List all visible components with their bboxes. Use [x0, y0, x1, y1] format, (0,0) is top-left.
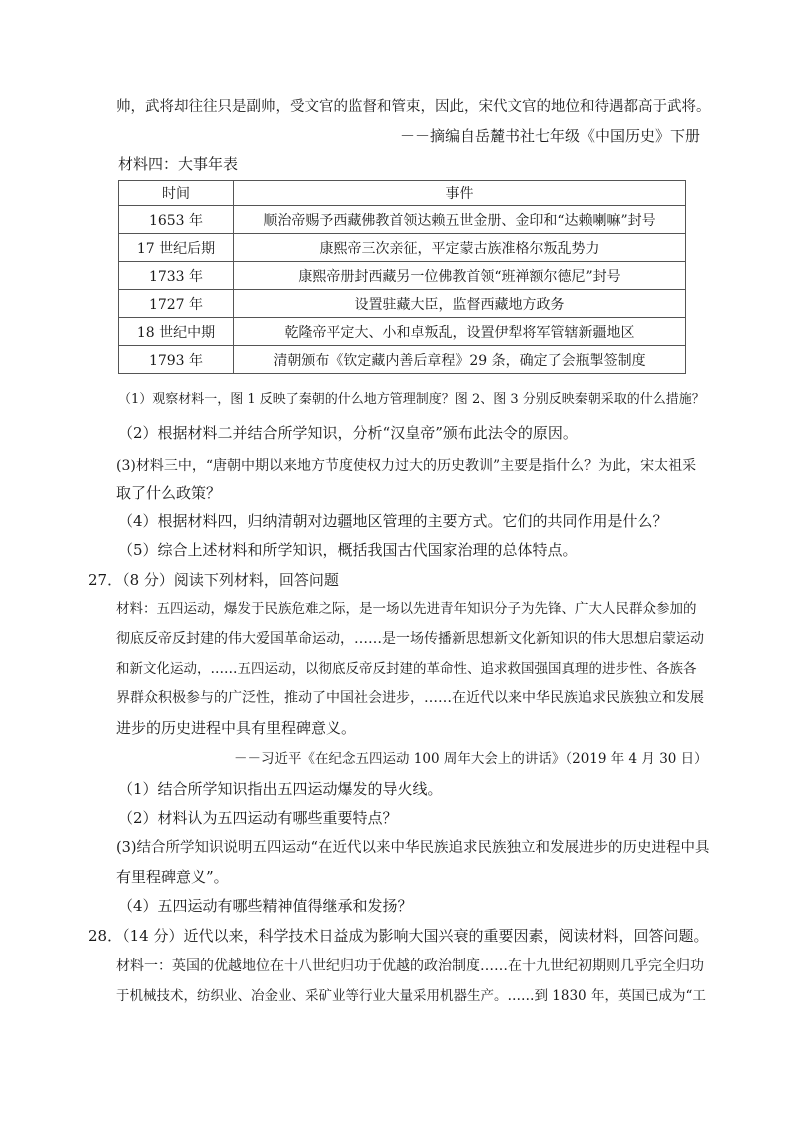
table-row: [119, 346, 686, 374]
q27-sub2: （2）材料认为五四运动有哪些重要特点？: [118, 809, 398, 827]
table-row: [119, 262, 686, 290]
events-timeline-table: [118, 180, 686, 374]
row-event: 顺治帝赐予西藏佛教首领达赖五世金册、金印和“达赖喇嘛”封号: [234, 206, 686, 234]
row-time: 1793 年: [119, 346, 234, 374]
row-time: 1733 年: [119, 262, 234, 290]
row-time: 1653 年: [119, 206, 234, 234]
q27-material-line: 和新文化运动，……五四运动，以彻底反帝反封建的革命性、追求救国强国真理的进步性、各族各: [116, 661, 697, 677]
row-event: 康熙帝册封西藏另一位佛教首领“班禅额尔德尼”封号: [234, 262, 686, 290]
q28-heading: 28．（14 分）近代以来，科学技术日益成为影响大国兴衰的重要因素，阅读材料，回答问题。: [88, 927, 709, 945]
row-time: 17 世纪后期: [119, 234, 234, 262]
q27-sub3: (3)结合所学知识说明五四运动“在近代以来中华民族追求民族独立和发展进步的历史进程中具: [116, 840, 710, 856]
row-event: 康熙帝三次亲征，平定蒙古族准格尔叛乱势力: [234, 234, 686, 262]
row-time: 18 世纪中期: [119, 318, 234, 346]
row-event: 设置驻藏大臣，监督西藏地方政务: [234, 290, 686, 318]
q26-sub1: （1）观察材料一，图 1 反映了秦朝的什么地方管理制度？图 2、图 3 分别反映秦朝采取的什么措施？: [118, 392, 705, 407]
table-row: [119, 318, 686, 346]
table-row: [119, 234, 686, 262]
row-time: 1727 年: [119, 290, 234, 318]
q28-material-line: 于机械技术，纺织业、冶金业、采矿业等行业大量采用机器生产。……到 1830 年，英国已成为“工: [116, 988, 706, 1004]
q27-material-line: 彻底反帝反封建的伟大爱国革命运动，……是一场传播新思想新文化新知识的伟大思想启蒙运动: [116, 631, 704, 647]
q27-material-line: 材料：五四运动，爆发于民族危难之际，是一场以先进青年知识分子为先锋、广大人民群众参加的: [116, 601, 697, 617]
row-event: 清朝颁布《钦定藏内善后章程》29 条，确定了会瓶掣签制度: [234, 346, 686, 374]
q26-sub2: （2）根据材料二并结合所学知识，分析“汉皇帝”颁布此法令的原因。: [118, 424, 578, 442]
row-event: 乾隆帝平定大、小和卓叛乱，设置伊犁将军管辖新疆地区: [234, 318, 686, 346]
q26-sub5: （5）综合上述材料和所学知识，概括我国古代国家治理的总体特点。: [118, 541, 578, 559]
header-event: 事件: [234, 181, 686, 206]
q27-source: －－习近平《在纪念五四运动 100 周年大会上的讲话》（2019 年 4 月 30 日）: [234, 751, 708, 767]
header-time: 时间: [119, 181, 234, 206]
q27-sub4: （4）五四运动有哪些精神值得继承和发扬？: [118, 897, 413, 915]
table-row: [119, 290, 686, 318]
q27-material-line: 界群众积极参与的广泛性，推动了中国社会进步，……在近代以来中华民族追求民族独立和发展: [116, 690, 704, 706]
material4-title: 材料四：大事年表: [118, 155, 239, 173]
intro-text: 帅，武将却往往只是副帅，受文官的监督和管束，因此，宋代文官的地位和待遇都高于武将。: [116, 99, 711, 115]
q27-sub1: （1）结合所学知识指出五四运动爆发的导火线。: [118, 780, 443, 798]
q27-material-line: 进步的历史进程中具有里程碑意义。: [116, 719, 357, 737]
q26-sub3: (3)材料三中，“唐朝中期以来地方节度使权力过大的历史教训”主要是指什么？为此，宋太祖采: [116, 458, 697, 474]
table-header-row: [119, 181, 686, 206]
q28-material-line: 材料一：英国的优越地位在十八世纪归功于优越的政治制度……在十九世纪初期则几乎完全归功: [116, 958, 704, 974]
q26-sub4: （4）根据材料四，归纳清朝对边疆地区管理的主要方式。它们的共同作用是什么？: [118, 512, 668, 530]
intro-source: －－摘编自岳麓书社七年级《中国历史》下册: [400, 127, 701, 145]
q27-heading: 27．（8 分）阅读下列材料，回答问题: [88, 571, 339, 589]
q26-sub3-cont: 取了什么政策？: [116, 484, 222, 502]
table-row: [119, 206, 686, 234]
q27-sub3-cont: 有里程碑意义”。: [116, 868, 229, 886]
